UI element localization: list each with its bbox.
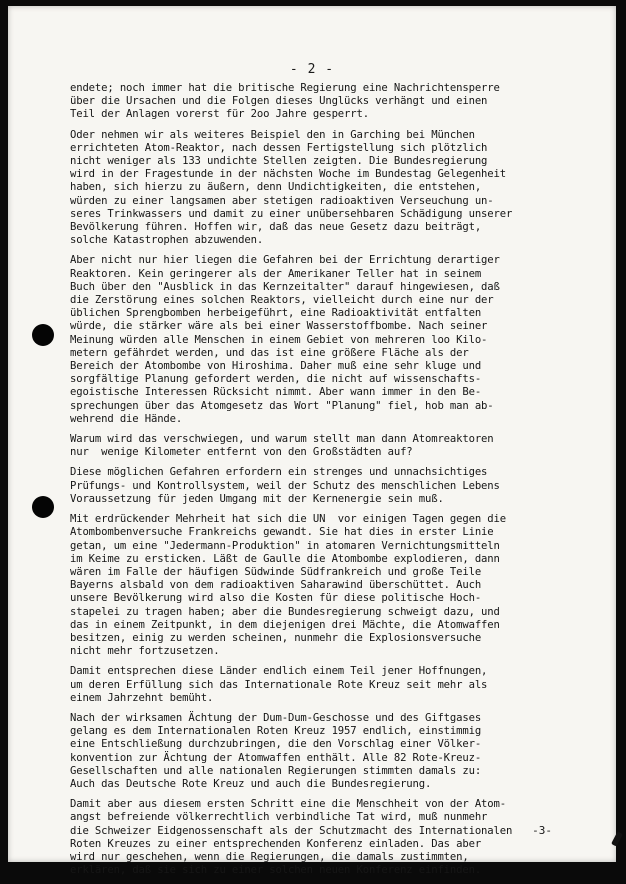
text-line: konvention zur Ächtung der Atomwaffen enthält. Alle 82 Rote-Kreuz- xyxy=(70,751,482,764)
text-line: Atombombenversuche Frankreichs gewandt. Sie hat dies in erster Linie xyxy=(70,526,494,539)
text-line: Reaktoren. Kein geringerer als der Amerikaner Teller hat in seinem xyxy=(70,267,482,280)
text-line: Diese möglichen Gefahren erfordern ein strenges und unnachsichtiges xyxy=(70,466,488,479)
text-line: metern gefährdet werden, und das ist eine größere Fläche als der xyxy=(70,346,469,359)
text-line: eine Entschließung durchzubringen, die den Vorschlag einer Völker- xyxy=(70,738,482,751)
text-line: Bevölkerung führen. Hoffen wir, daß das neue Gesetz dazu beiträgt, xyxy=(70,221,482,234)
continuation-marker: -3- xyxy=(532,824,552,837)
paragraph xyxy=(70,254,590,426)
text-line: Aber nicht nur hier liegen die Gefahren bei der Errichtung derartiger xyxy=(70,254,500,267)
text-line: Teil der Anlagen vorerst für 2oo Jahre gesperrt. xyxy=(70,108,369,121)
text-line: Oder nehmen wir als weiteres Beispiel den in Garching bei München xyxy=(70,128,475,141)
text-line: üblichen Sprengbomben herbeigeführt, eine Radioaktivität entfalten xyxy=(70,307,482,320)
text-line: Prüfungs- und Kontrollsystem, weil der Schutz des menschlichen Lebens xyxy=(70,479,500,492)
text-line: Bayerns alsbald von dem radioaktiven Saharawind überschüttet. Auch xyxy=(70,579,482,592)
text-line: Auch das Deutsche Rote Kreuz und auch die Bundesregierung. xyxy=(70,777,432,790)
text-line: nicht mehr fortzusetzen. xyxy=(70,645,220,658)
text-line: um deren Erfüllung sich das Internationale Rote Kreuz seit mehr als xyxy=(70,678,488,691)
paragraph xyxy=(70,712,590,791)
text-line: sprechungen über das Atomgesetz das Wort "Planung" fiel, hob man ab- xyxy=(70,399,494,412)
text-line: würde, die stärker wäre als bei einer Wasserstoffbombe. Nach seiner xyxy=(70,320,488,333)
paragraph xyxy=(70,665,590,705)
text-line: wären im Falle der häufigen Südwinde Südfrankreich und große Teile xyxy=(70,565,482,578)
text-line: Damit entsprechen diese Länder endlich einem Teil jener Hoffnungen, xyxy=(70,665,488,678)
paragraph xyxy=(70,433,590,459)
page-number: - 2 - xyxy=(289,62,335,77)
text-line: stapelei zu tragen haben; aber die Bundesregierung schweigt dazu, und xyxy=(70,605,500,618)
text-line: Voraussetzung für jeden Umgang mit der Kernenergie sein muß. xyxy=(70,492,444,505)
text-line: gelang es dem Internationalen Roten Kreuz 1957 endlich, einstimmig xyxy=(70,725,482,738)
text-line: im Keime zu ersticken. Läßt de Gaulle die Atombombe explodieren, dann xyxy=(70,552,500,565)
text-line: Buch über den "Ausblick in das Kernzeitalter" darauf hingewiesen, daß xyxy=(70,280,500,293)
text-line: Gesellschaften und alle nationalen Regierungen stimmten damals zu: xyxy=(70,764,482,777)
document-page xyxy=(8,6,616,877)
text-line: das in einem Zeitpunkt, in dem diejenigen drei Mächte, die Atomwaffen xyxy=(70,618,500,631)
text-line: sorgfältige Planung gefordert werden, die nicht auf wissenschafts- xyxy=(70,373,482,386)
text-line: erklären, daß sie sich zu einer solchen neuen Konferenz einfinden. xyxy=(70,864,482,877)
text-line: nicht weniger als 133 undichte Stellen zeigten. Die Bundesregierung xyxy=(70,155,488,168)
paragraph xyxy=(70,466,590,506)
text-line: Roten Kreuzes zu einer entsprechenden Konferenz einladen. Das aber xyxy=(70,837,482,850)
punch-hole-upper xyxy=(32,324,54,346)
text-line: Meinung würden alle Menschen in einem Gebiet von mehreren loo Kilo- xyxy=(70,333,488,346)
paragraph xyxy=(70,513,590,658)
text-line: seres Trinkwassers und damit zu einer unübersehbaren Schädigung unserer xyxy=(70,207,513,220)
text-line: über die Ursachen und die Folgen dieses Unglücks verhängt und einen xyxy=(70,95,488,108)
text-line: besitzen, einig zu werden scheinen, nunmehr die Explosionsversuche xyxy=(70,631,482,644)
text-line: solche Katastrophen abzuwenden. xyxy=(70,234,264,247)
text-line: die Zerstörung eines solchen Reaktors, vielleicht durch eine nur der xyxy=(70,294,494,307)
text-line: unsere Bevölkerung wird also die Kosten für diese politische Hoch- xyxy=(70,592,482,605)
text-line: die Schweizer Eidgenossenschaft als der Schutzmacht des Internationalen xyxy=(70,824,513,837)
text-line: wird in der Fragestunde in der nächsten Woche im Bundestag Gelegenheit xyxy=(70,168,506,181)
paragraph xyxy=(70,129,590,248)
text-line: nur wenige Kilometer entfernt von den Großstädten auf? xyxy=(70,446,413,459)
punch-hole-lower xyxy=(32,496,54,518)
text-line: angst befreiende völkerrechtlich verbindliche Tat wird, muß nunmehr xyxy=(70,811,488,824)
text-line: einem Jahrzehnt bemüht. xyxy=(70,691,214,704)
text-line: Damit aber aus diesem ersten Schritt eine die Menschheit von der Atom- xyxy=(70,798,506,811)
body-text xyxy=(70,82,590,884)
text-line: wehrend die Hände. xyxy=(70,412,183,425)
text-line: getan, um eine "Jedermann-Produktion" in atomaren Vernichtungsmitteln xyxy=(70,539,500,552)
paragraph xyxy=(70,798,590,877)
text-line: endete; noch immer hat die britische Regierung eine Nachrichtensperre xyxy=(70,82,500,94)
text-line: Bereich der Atombombe von Hiroshima. Daher muß eine sehr kluge und xyxy=(70,360,482,373)
text-line: Mit erdrückender Mehrheit hat sich die UN vor einigen Tagen gegen die xyxy=(70,513,506,526)
text-line: egoistische Interessen Rücksicht nimmt. Aber wann immer in den Be- xyxy=(70,386,482,399)
text-line: würden zu einer langsamen aber stetigen radioaktiven Verseuchung un- xyxy=(70,194,494,207)
text-line: Warum wird das verschwiegen, und warum stellt man dann Atomreaktoren xyxy=(70,433,494,446)
paragraph xyxy=(70,82,590,122)
text-line: errichteten Atom-Reaktor, nach dessen Fertigstellung sich plötzlich xyxy=(70,141,488,154)
text-line: haben, sich hierzu zu äußern, denn Undichtigkeiten, die entstehen, xyxy=(70,181,482,194)
text-line: Nach der wirksamen Ächtung der Dum-Dum-Geschosse und des Giftgases xyxy=(70,711,482,724)
text-line: wird nur geschehen, wenn die Regierungen, die damals zustimmten, xyxy=(70,850,469,863)
